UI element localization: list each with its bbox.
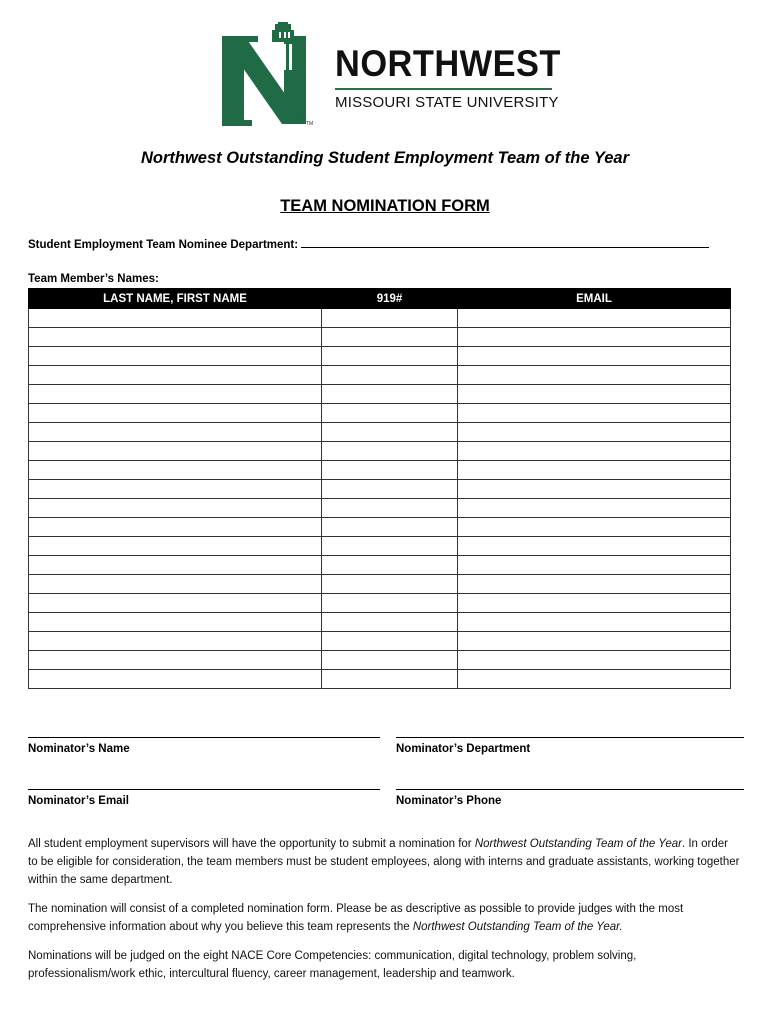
table-row	[29, 480, 731, 499]
nominator-phone-label: Nominator’s Phone	[396, 795, 502, 807]
email-cell[interactable]	[458, 385, 731, 404]
email-cell[interactable]	[458, 404, 731, 423]
table-row	[29, 613, 731, 632]
email-cell[interactable]	[458, 423, 731, 442]
name-cell[interactable]	[29, 518, 322, 537]
p2-award-name: Northwest Outstanding Team of the Year.	[412, 921, 623, 933]
nominator-email-line[interactable]	[28, 789, 380, 790]
p2-text-a: The nomination will consist of a completed nomination form. Please be as descriptive as possible to provide judges with the most comprehensive information about why you believe this team represents the	[28, 903, 684, 933]
name-cell[interactable]	[29, 575, 322, 594]
id-cell[interactable]	[322, 366, 458, 385]
table-header-row	[29, 289, 731, 309]
id-cell[interactable]	[322, 575, 458, 594]
email-cell[interactable]	[458, 632, 731, 651]
logo-main-text: NORTHWEST	[335, 43, 561, 84]
name-cell[interactable]	[29, 347, 322, 366]
nominator-phone-field[interactable]	[396, 789, 744, 807]
table-row	[29, 632, 731, 651]
id-cell[interactable]	[322, 632, 458, 651]
id-cell[interactable]	[322, 423, 458, 442]
id-cell[interactable]	[322, 499, 458, 518]
name-cell[interactable]	[29, 480, 322, 499]
id-cell[interactable]	[322, 594, 458, 613]
id-cell[interactable]	[322, 651, 458, 670]
id-cell[interactable]	[322, 480, 458, 499]
judging-paragraph: Nominations will be judged on the eight NACE Core Competencies: communication, digital technology, problem solving, professionalism/work ethic, intercultural fluency, career management, leadership and teamwork.	[28, 950, 637, 980]
id-cell[interactable]	[322, 461, 458, 480]
email-cell[interactable]	[458, 442, 731, 461]
name-cell[interactable]	[29, 651, 322, 670]
id-cell[interactable]	[322, 518, 458, 537]
table-row	[29, 385, 731, 404]
table-row	[29, 670, 731, 689]
department-label: Student Employment Team Nominee Department:	[28, 239, 299, 251]
name-cell[interactable]	[29, 461, 322, 480]
nominator-department-field[interactable]	[396, 737, 744, 755]
department-field[interactable]	[28, 236, 709, 251]
name-cell[interactable]	[29, 328, 322, 347]
bell-tower-n-logo-icon	[222, 22, 322, 126]
name-cell[interactable]	[29, 537, 322, 556]
logo-divider	[335, 88, 552, 90]
name-cell[interactable]	[29, 423, 322, 442]
email-cell[interactable]	[458, 499, 731, 518]
team-members-table	[28, 288, 731, 689]
name-cell[interactable]	[29, 670, 322, 689]
table-row	[29, 651, 731, 670]
eligibility-paragraph	[28, 835, 740, 889]
table-row	[29, 328, 731, 347]
header-email: EMAIL	[458, 289, 731, 309]
name-cell[interactable]	[29, 594, 322, 613]
name-cell[interactable]	[29, 309, 322, 328]
trademark-mark: TM	[306, 121, 314, 127]
form-title: TEAM NOMINATION FORM	[280, 197, 490, 215]
table-row	[29, 499, 731, 518]
email-cell[interactable]	[458, 347, 731, 366]
id-cell[interactable]	[322, 309, 458, 328]
email-cell[interactable]	[458, 651, 731, 670]
email-cell[interactable]	[458, 518, 731, 537]
nominator-name-label: Nominator’s Name	[28, 743, 130, 755]
id-cell[interactable]	[322, 442, 458, 461]
nominator-name-field[interactable]	[28, 737, 380, 755]
name-cell[interactable]	[29, 385, 322, 404]
table-row	[29, 575, 731, 594]
email-cell[interactable]	[458, 461, 731, 480]
logo-sub-text: MISSOURI STATE UNIVERSITY	[335, 94, 559, 111]
id-cell[interactable]	[322, 328, 458, 347]
table-row	[29, 423, 731, 442]
email-cell[interactable]	[458, 556, 731, 575]
email-cell[interactable]	[458, 575, 731, 594]
table-row	[29, 442, 731, 461]
name-cell[interactable]	[29, 499, 322, 518]
email-cell[interactable]	[458, 480, 731, 499]
table-row	[29, 461, 731, 480]
nominator-department-line[interactable]	[396, 737, 744, 738]
id-cell[interactable]	[322, 613, 458, 632]
department-blank[interactable]	[301, 236, 709, 248]
id-cell[interactable]	[322, 537, 458, 556]
name-cell[interactable]	[29, 404, 322, 423]
award-title: Northwest Outstanding Student Employment Team of the Year	[140, 149, 630, 167]
name-cell[interactable]	[29, 366, 322, 385]
nomination-paragraph	[28, 900, 740, 936]
table-row	[29, 347, 731, 366]
nominator-department-label: Nominator’s Department	[396, 743, 531, 755]
nominator-email-field[interactable]	[28, 789, 380, 807]
name-cell[interactable]	[29, 442, 322, 461]
table-row	[29, 556, 731, 575]
id-cell[interactable]	[322, 556, 458, 575]
northwest-logo	[222, 22, 562, 128]
table-row	[29, 309, 731, 328]
p1-text-a: All student employment supervisors will have the opportunity to submit a nomination for	[28, 838, 475, 850]
table-row	[29, 518, 731, 537]
name-cell[interactable]	[29, 613, 322, 632]
id-cell[interactable]	[322, 404, 458, 423]
members-label: Team Member’s Names:	[28, 273, 159, 285]
nominator-phone-line[interactable]	[396, 789, 744, 790]
table-row	[29, 366, 731, 385]
name-cell[interactable]	[29, 556, 322, 575]
email-cell[interactable]	[458, 309, 731, 328]
table-row	[29, 537, 731, 556]
nominator-email-label: Nominator’s Email	[28, 795, 129, 807]
email-cell[interactable]	[458, 613, 731, 632]
p1-text-c: . In order to be eligible for consideration, the team members must be student employees, along with interns and graduate assistants, working together within the same department.	[28, 838, 740, 886]
email-cell[interactable]	[458, 328, 731, 347]
id-cell[interactable]	[322, 385, 458, 404]
id-cell[interactable]	[322, 347, 458, 366]
nominator-name-line[interactable]	[28, 737, 380, 738]
p1-award-name: Northwest Outstanding Team of the Year	[474, 838, 682, 850]
email-cell[interactable]	[458, 537, 731, 556]
header-919: 919#	[322, 289, 458, 309]
header-name: LAST NAME, FIRST NAME	[29, 289, 322, 309]
name-cell[interactable]	[29, 632, 322, 651]
id-cell[interactable]	[322, 670, 458, 689]
email-cell[interactable]	[458, 366, 731, 385]
table-row	[29, 594, 731, 613]
logo-wordmark	[335, 44, 578, 112]
table-row	[29, 404, 731, 423]
email-cell[interactable]	[458, 594, 731, 613]
email-cell[interactable]	[458, 670, 731, 689]
